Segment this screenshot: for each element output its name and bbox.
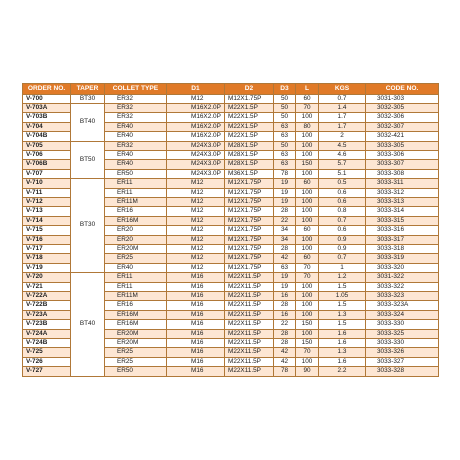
- cell-d1: M12: [167, 263, 225, 272]
- cell-collet-type: ER40: [105, 132, 167, 141]
- cell-d1: M24X3.0P: [167, 169, 225, 178]
- cell-l: 70: [296, 348, 319, 357]
- header-d3: D3: [274, 84, 296, 95]
- cell-d1: M12: [167, 226, 225, 235]
- cell-kgs: 5.1: [319, 169, 366, 178]
- cell-collet-type: ER16: [105, 301, 167, 310]
- cell-order-no: V-724B: [23, 339, 71, 348]
- cell-d2: M28X1.5P: [225, 160, 274, 169]
- cell-l: 100: [296, 141, 319, 150]
- cell-d1: M16X2.0P: [167, 113, 225, 122]
- cell-order-no: V-704: [23, 122, 71, 131]
- cell-kgs: 1.7: [319, 122, 366, 131]
- cell-d2: M12X1.75P: [225, 188, 274, 197]
- cell-kgs: 2: [319, 132, 366, 141]
- cell-kgs: 1.6: [319, 357, 366, 366]
- cell-taper: BT30: [71, 94, 105, 103]
- cell-kgs: 1.5: [319, 301, 366, 310]
- cell-l: 100: [296, 235, 319, 244]
- cell-order-no: V-704B: [23, 132, 71, 141]
- cell-l: 100: [296, 329, 319, 338]
- cell-d1: M16: [167, 292, 225, 301]
- cell-code-no: 3033-315: [366, 216, 439, 225]
- cell-l: 100: [296, 245, 319, 254]
- cell-d1: M12: [167, 188, 225, 197]
- cell-order-no: V-715: [23, 226, 71, 235]
- cell-d2: M22X11.5P: [225, 301, 274, 310]
- cell-code-no: 3032-305: [366, 103, 439, 112]
- cell-kgs: 0.5: [319, 179, 366, 188]
- cell-d1: M16: [167, 367, 225, 376]
- cell-d2: M12X1.75P: [225, 94, 274, 103]
- cell-d3: 28: [274, 301, 296, 310]
- header-row: [23, 84, 439, 95]
- cell-kgs: 0.6: [319, 188, 366, 197]
- cell-d3: 19: [274, 273, 296, 282]
- cell-d3: 34: [274, 226, 296, 235]
- cell-collet-type: ER40: [105, 150, 167, 159]
- cell-d1: M16: [167, 329, 225, 338]
- cell-kgs: 1: [319, 263, 366, 272]
- cell-code-no: 3033-307: [366, 160, 439, 169]
- cell-d2: M22X11.5P: [225, 320, 274, 329]
- cell-l: 100: [296, 310, 319, 319]
- cell-d3: 42: [274, 357, 296, 366]
- cell-order-no: V-723A: [23, 310, 71, 319]
- cell-order-no: V-719: [23, 263, 71, 272]
- cell-code-no: 3033-306: [366, 150, 439, 159]
- cell-collet-type: ER20: [105, 226, 167, 235]
- cell-order-no: V-700: [23, 94, 71, 103]
- cell-code-no: 3032-421: [366, 132, 439, 141]
- cell-d3: 63: [274, 160, 296, 169]
- cell-kgs: 1.3: [319, 310, 366, 319]
- cell-kgs: 0.7: [319, 254, 366, 263]
- cell-d1: M12: [167, 197, 225, 206]
- cell-d2: M22X11.5P: [225, 282, 274, 291]
- cell-d3: 22: [274, 216, 296, 225]
- cell-collet-type: ER11M: [105, 292, 167, 301]
- cell-collet-type: ER20M: [105, 245, 167, 254]
- cell-d3: 42: [274, 348, 296, 357]
- cell-kgs: 1.6: [319, 339, 366, 348]
- cell-d1: M16: [167, 301, 225, 310]
- cell-code-no: 3033-330: [366, 339, 439, 348]
- cell-order-no: V-717: [23, 245, 71, 254]
- cell-code-no: 3033-313: [366, 197, 439, 206]
- header-collet-type: COLLET TYPE: [105, 84, 167, 95]
- header-d2: D2: [225, 84, 274, 95]
- cell-collet-type: ER40: [105, 160, 167, 169]
- cell-l: 60: [296, 254, 319, 263]
- cell-d3: 50: [274, 141, 296, 150]
- cell-code-no: 3033-327: [366, 357, 439, 366]
- cell-kgs: 0.9: [319, 245, 366, 254]
- cell-d2: M12X1.75P: [225, 197, 274, 206]
- cell-d1: M12: [167, 216, 225, 225]
- cell-order-no: V-711: [23, 188, 71, 197]
- cell-d2: M22X11.5P: [225, 310, 274, 319]
- cell-d1: M12: [167, 179, 225, 188]
- cell-d2: M22X11.5P: [225, 292, 274, 301]
- cell-d2: M22X11.5P: [225, 329, 274, 338]
- cell-order-no: V-716: [23, 235, 71, 244]
- cell-l: 100: [296, 207, 319, 216]
- cell-order-no: V-726: [23, 357, 71, 366]
- cell-code-no: 3033-308: [366, 169, 439, 178]
- cell-d2: M22X11.5P: [225, 339, 274, 348]
- cell-taper: BT40: [71, 273, 105, 376]
- cell-code-no: 3033-319: [366, 254, 439, 263]
- cell-d3: 50: [274, 113, 296, 122]
- cell-d2: M12X1.75P: [225, 263, 274, 272]
- cell-code-no: 3033-323: [366, 292, 439, 301]
- cell-d2: M12X1.75P: [225, 179, 274, 188]
- cell-code-no: 3031-303: [366, 94, 439, 103]
- table-row: [23, 141, 439, 150]
- cell-collet-type: ER11: [105, 282, 167, 291]
- cell-code-no: 3033-312: [366, 188, 439, 197]
- cell-d3: 63: [274, 122, 296, 131]
- cell-d1: M16: [167, 282, 225, 291]
- header-taper: TAPER: [71, 84, 105, 95]
- cell-d1: M16X2.0P: [167, 132, 225, 141]
- cell-kgs: 0.6: [319, 197, 366, 206]
- cell-l: 90: [296, 367, 319, 376]
- cell-collet-type: ER50: [105, 169, 167, 178]
- cell-code-no: 3031-322: [366, 273, 439, 282]
- cell-d1: M16X2.0P: [167, 122, 225, 131]
- cell-code-no: 3033-330: [366, 320, 439, 329]
- cell-d3: 63: [274, 263, 296, 272]
- cell-order-no: V-706: [23, 150, 71, 159]
- cell-d2: M22X11.5P: [225, 273, 274, 282]
- cell-d3: 50: [274, 103, 296, 112]
- cell-d2: M22X1.5P: [225, 113, 274, 122]
- cell-collet-type: ER32: [105, 94, 167, 103]
- cell-kgs: 1.5: [319, 282, 366, 291]
- cell-l: 100: [296, 357, 319, 366]
- cell-l: 100: [296, 113, 319, 122]
- cell-code-no: 3033-328: [366, 367, 439, 376]
- cell-l: 70: [296, 273, 319, 282]
- cell-code-no: 3033-324: [366, 310, 439, 319]
- cell-l: 100: [296, 169, 319, 178]
- cell-l: 60: [296, 226, 319, 235]
- cell-kgs: 0.8: [319, 207, 366, 216]
- cell-collet-type: ER11M: [105, 197, 167, 206]
- cell-order-no: V-723B: [23, 320, 71, 329]
- cell-order-no: V-712: [23, 197, 71, 206]
- cell-code-no: 3033-311: [366, 179, 439, 188]
- cell-collet-type: ER20: [105, 235, 167, 244]
- cell-kgs: 4.5: [319, 141, 366, 150]
- cell-code-no: 3033-314: [366, 207, 439, 216]
- cell-l: 60: [296, 179, 319, 188]
- cell-collet-type: ER11: [105, 273, 167, 282]
- header-l: L: [296, 84, 319, 95]
- cell-d1: M24X3.0P: [167, 150, 225, 159]
- cell-collet-type: ER11: [105, 188, 167, 197]
- table-row: [23, 94, 439, 103]
- table-row: [23, 273, 439, 282]
- cell-order-no: V-722A: [23, 292, 71, 301]
- cell-order-no: V-703B: [23, 113, 71, 122]
- header-order-no: ORDER NO.: [23, 84, 71, 95]
- cell-kgs: 4.6: [319, 150, 366, 159]
- cell-kgs: 1.6: [319, 329, 366, 338]
- cell-d1: M24X3.0P: [167, 141, 225, 150]
- cell-code-no: 3033-305: [366, 141, 439, 150]
- cell-code-no: 3032-307: [366, 122, 439, 131]
- cell-code-no: 3033-318: [366, 245, 439, 254]
- cell-d3: 19: [274, 282, 296, 291]
- cell-l: 80: [296, 122, 319, 131]
- cell-d2: M22X11.5P: [225, 348, 274, 357]
- cell-l: 100: [296, 292, 319, 301]
- cell-code-no: 3033-325: [366, 329, 439, 338]
- cell-l: 150: [296, 339, 319, 348]
- cell-code-no: 3033-322: [366, 282, 439, 291]
- table-row: [23, 103, 439, 112]
- cell-kgs: 1.4: [319, 103, 366, 112]
- header-kgs: KGS: [319, 84, 366, 95]
- cell-collet-type: ER50: [105, 367, 167, 376]
- cell-d2: M28X1.5P: [225, 141, 274, 150]
- cell-l: 100: [296, 216, 319, 225]
- cell-order-no: V-706B: [23, 160, 71, 169]
- cell-l: 150: [296, 160, 319, 169]
- cell-collet-type: ER32: [105, 141, 167, 150]
- cell-l: 70: [296, 103, 319, 112]
- cell-d1: M16: [167, 348, 225, 357]
- cell-d1: M16X2.0P: [167, 103, 225, 112]
- cell-order-no: V-720: [23, 273, 71, 282]
- cell-order-no: V-718: [23, 254, 71, 263]
- cell-collet-type: ER11: [105, 179, 167, 188]
- cell-d2: M12X1.75P: [225, 245, 274, 254]
- cell-d3: 28: [274, 207, 296, 216]
- cell-d3: 63: [274, 132, 296, 141]
- cell-d3: 19: [274, 179, 296, 188]
- cell-code-no: 3033-316: [366, 226, 439, 235]
- cell-d1: M12: [167, 245, 225, 254]
- cell-d2: M12X1.75P: [225, 207, 274, 216]
- cell-order-no: V-724A: [23, 329, 71, 338]
- cell-kgs: 1.7: [319, 113, 366, 122]
- cell-order-no: V-713: [23, 207, 71, 216]
- cell-collet-type: ER20M: [105, 339, 167, 348]
- cell-kgs: 1.5: [319, 320, 366, 329]
- cell-l: 100: [296, 150, 319, 159]
- cell-collet-type: ER40: [105, 122, 167, 131]
- cell-collet-type: ER16M: [105, 310, 167, 319]
- cell-collet-type: ER20M: [105, 329, 167, 338]
- cell-collet-type: ER32: [105, 103, 167, 112]
- cell-d1: M16: [167, 320, 225, 329]
- cell-d3: 78: [274, 169, 296, 178]
- cell-d3: 16: [274, 310, 296, 319]
- cell-d2: M12X1.75P: [225, 226, 274, 235]
- cell-code-no: 3033-320: [366, 263, 439, 272]
- cell-order-no: V-714: [23, 216, 71, 225]
- cell-l: 100: [296, 197, 319, 206]
- cell-d1: M16: [167, 273, 225, 282]
- cell-code-no: 3033-323A: [366, 301, 439, 310]
- cell-taper: BT40: [71, 103, 105, 141]
- cell-taper: BT30: [71, 179, 105, 273]
- cell-kgs: 1.3: [319, 348, 366, 357]
- cell-kgs: 0.9: [319, 235, 366, 244]
- cell-collet-type: ER40: [105, 263, 167, 272]
- cell-d3: 50: [274, 94, 296, 103]
- cell-l: 100: [296, 132, 319, 141]
- cell-d3: 42: [274, 254, 296, 263]
- cell-d2: M22X11.5P: [225, 367, 274, 376]
- cell-kgs: 1.2: [319, 273, 366, 282]
- cell-d3: 19: [274, 197, 296, 206]
- cell-collet-type: ER32: [105, 113, 167, 122]
- cell-order-no: V-710: [23, 179, 71, 188]
- cell-code-no: 3032-306: [366, 113, 439, 122]
- cell-order-no: V-721: [23, 282, 71, 291]
- cell-collet-type: ER25: [105, 357, 167, 366]
- cell-collet-type: ER25: [105, 348, 167, 357]
- cell-order-no: V-707: [23, 169, 71, 178]
- cell-d1: M24X3.0P: [167, 160, 225, 169]
- cell-kgs: 0.6: [319, 226, 366, 235]
- cell-l: 100: [296, 282, 319, 291]
- cell-d2: M22X1.5P: [225, 132, 274, 141]
- product-spec-table: [22, 83, 439, 377]
- cell-d2: M12X1.75P: [225, 254, 274, 263]
- cell-code-no: 3033-317: [366, 235, 439, 244]
- cell-d2: M22X1.5P: [225, 103, 274, 112]
- cell-d1: M12: [167, 94, 225, 103]
- cell-l: 70: [296, 263, 319, 272]
- cell-d3: 34: [274, 235, 296, 244]
- cell-l: 60: [296, 94, 319, 103]
- cell-order-no: V-703A: [23, 103, 71, 112]
- cell-d1: M12: [167, 254, 225, 263]
- cell-d1: M12: [167, 207, 225, 216]
- cell-kgs: 0.7: [319, 94, 366, 103]
- cell-kgs: 0.7: [319, 216, 366, 225]
- cell-d3: 28: [274, 339, 296, 348]
- cell-collet-type: ER16M: [105, 216, 167, 225]
- cell-l: 100: [296, 301, 319, 310]
- header-code-no: CODE NO.: [366, 84, 439, 95]
- cell-d3: 28: [274, 329, 296, 338]
- cell-l: 100: [296, 188, 319, 197]
- cell-d1: M12: [167, 235, 225, 244]
- table-body: [23, 94, 439, 376]
- cell-d2: M22X11.5P: [225, 357, 274, 366]
- cell-d3: 22: [274, 320, 296, 329]
- table-row: [23, 179, 439, 188]
- cell-kgs: 5.7: [319, 160, 366, 169]
- cell-order-no: V-725: [23, 348, 71, 357]
- cell-d3: 16: [274, 292, 296, 301]
- cell-kgs: 1.05: [319, 292, 366, 301]
- cell-d3: 63: [274, 150, 296, 159]
- cell-code-no: 3033-326: [366, 348, 439, 357]
- cell-order-no: V-727: [23, 367, 71, 376]
- cell-d2: M36X1.5P: [225, 169, 274, 178]
- cell-d1: M16: [167, 339, 225, 348]
- cell-d2: M12X1.75P: [225, 216, 274, 225]
- cell-d1: M16: [167, 357, 225, 366]
- cell-order-no: V-705: [23, 141, 71, 150]
- cell-d2: M22X1.5P: [225, 122, 274, 131]
- cell-d3: 19: [274, 188, 296, 197]
- cell-d1: M16: [167, 310, 225, 319]
- cell-d3: 28: [274, 245, 296, 254]
- cell-taper: BT50: [71, 141, 105, 179]
- cell-order-no: V-722B: [23, 301, 71, 310]
- cell-d2: M12X1.75P: [225, 235, 274, 244]
- cell-d2: M28X1.5P: [225, 150, 274, 159]
- cell-kgs: 2.2: [319, 367, 366, 376]
- cell-collet-type: ER16: [105, 207, 167, 216]
- cell-collet-type: ER25: [105, 254, 167, 263]
- cell-collet-type: ER16M: [105, 320, 167, 329]
- cell-d3: 78: [274, 367, 296, 376]
- header-d1: D1: [167, 84, 225, 95]
- cell-l: 150: [296, 320, 319, 329]
